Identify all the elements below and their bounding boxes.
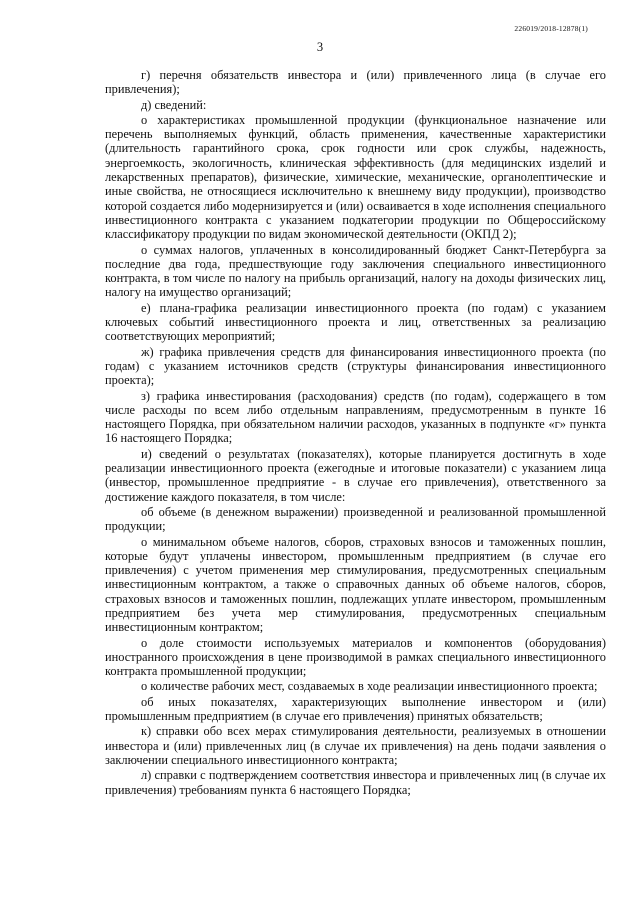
paragraph: и) сведений о результатах (показателях), которые планируется достигнуть в ходе реализации инвестиционного проекта (ежегодные и итоговые показатели) с указанием лица (инвестор, промышленное предприятие - в случае его привлечения), ответственного за достижение каждого показателя, в том числе: xyxy=(105,446,606,504)
page-number: 3 xyxy=(316,40,324,54)
paragraph: о суммах налогов, уплаченных в консолидированный бюджет Санкт-Петербурга за последние два года, предшествующие году заключения специального инвестиционного контракта, в том числе по налогу на прибыль организаций, налогу на доходы физических лиц, налогу на имущество организаций; xyxy=(105,242,606,300)
paragraph: о характеристиках промышленной продукции (функциональное назначение или перечень выполняемых функций, область применения, качественные характеристики (длительность гарантийного срока, срок годности или срок службы, надежность, энергоемкость, экологичность, клиническая эффективность (для медицинских изделий и лекарственных препаратов), физические, химические, механические, органолептические и иные свойства, не относящиеся исключительно к внешнему виду продукции), производство которой создается либо модернизируется и (или) осваивается в ходе исполнения специального инвестиционного контракта с указанием подкатегории продукции по Общероссийскому классификатору продукции по видам экономической деятельности (ОКПД 2); xyxy=(105,112,606,242)
paragraph: ж) графика привлечения средств для финансирования инвестиционного проекта (по годам) с указанием источников средств (структуры финансирования инвестиционного проекта); xyxy=(105,344,606,388)
paragraph: к) справки обо всех мерах стимулирования деятельности, реализуемых в отношении инвестора и (или) привлеченных лиц (в случае их привлечения) на день подачи заявления о заключении специального инвестиционного контракта; xyxy=(105,724,606,767)
paragraph: е) плана-графика реализации инвестиционного проекта (по годам) с указанием ключевых событий инвестиционного проекта и лиц, ответственных за реализацию соответствующих мероприятий; xyxy=(105,300,606,344)
paragraph: об объеме (в денежном выражении) произведенной и реализованной промышленной продукции; xyxy=(105,504,606,534)
paragraph: д) сведений: xyxy=(141,97,207,112)
paragraph: г) перечня обязательств инвестора и (или) привлеченного лица (в случае его привлечения); xyxy=(105,68,606,97)
paragraph: з) графика инвестирования (расходования) средств (по годам), содержащего в том числе расходы по всем либо отдельным направлениям, предусмотренным в пункте 16 настоящего Порядка, при обязательном наличии расходов, указанных в подпункте «г» пункта 16 настоящего Порядка; xyxy=(105,388,606,446)
paragraph: о доле стоимости используемых материалов и компонентов (оборудования) иностранного происхождения в цене производимой в рамках специального инвестиционного контракта промышленной продукции; xyxy=(105,635,606,679)
document-id: 226019/2018-12878(1) xyxy=(514,24,588,33)
paragraph: о количестве рабочих мест, создаваемых в ходе реализации инвестиционного проекта; xyxy=(141,679,598,694)
paragraph: л) справки с подтверждением соответствия инвестора и привлеченных лиц (в случае их привлечения) требованиям пункта 6 настоящего Порядка; xyxy=(105,768,606,797)
document-body xyxy=(105,68,606,798)
paragraph: о минимальном объеме налогов, сборов, страховых взносов и таможенных пошлин, которые будут уплачены инвестором, промышленным предприятием (в случае его привлечения) с учетом применения мер стимулирования, предусмотренных специальным инвестиционным контрактом, а также о справочных данных об объеме налогов, сборов, страховых взносов и таможенных пошлин, подлежащих уплате инвестором, промышленным предприятием без учета мер стимулирования, предусмотренных специальным инвестиционным контрактом; xyxy=(105,534,606,635)
paragraph: об иных показателях, характеризующих выполнение инвестором и (или) промышленным предприятием (в случае его привлечения) принятых обязательств; xyxy=(105,694,606,724)
